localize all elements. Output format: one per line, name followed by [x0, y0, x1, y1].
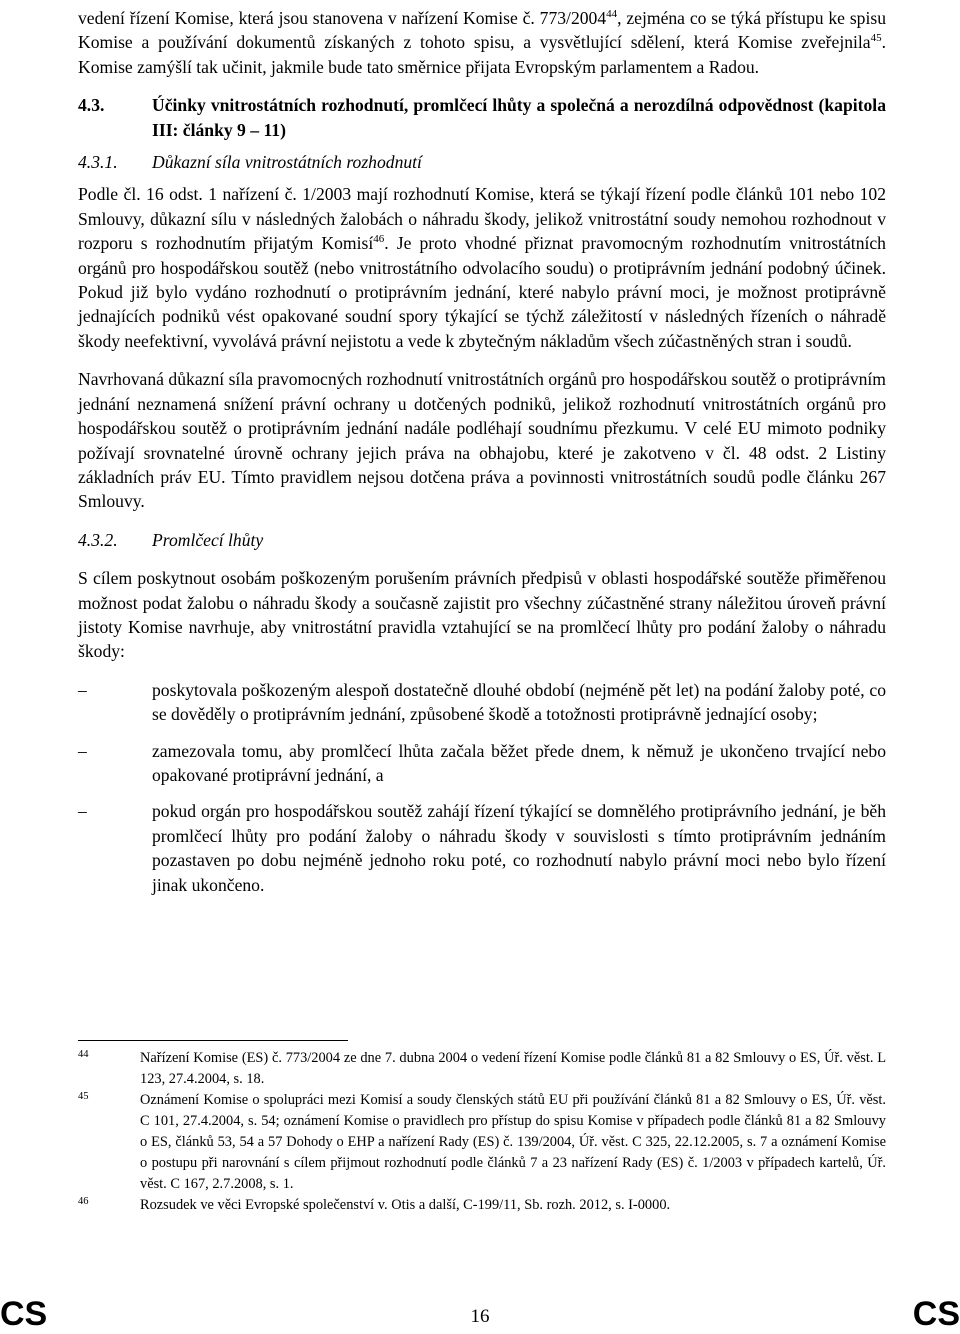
- footnote-number: 44: [78, 1049, 89, 1060]
- section-title: Účinky vnitrostátních rozhodnutí, promlčecí lhůty a společná a nerozdílná odpovědnost (kapitola III: články 9 – 11): [152, 95, 886, 140]
- section-number: 4.3.: [78, 95, 105, 116]
- paragraph-proposed-evidence: Navrhovaná důkazní síla pravomocných rozhodnutí vnitrostátních orgánů pro hospodářskou soutěž o protiprávním jednání neznamená snížení právní ochrany u dotčených podniků, jelikož rozhodnutí vnitrostátních orgánů pro hospodářskou soutěž o protiprávním jednání nadále podléhají soudnímu přezkumu. V celé EU mimoto podniky požívají srovnatelné úrovně ochrany jejich práva na obhajobu, které je zakotveno v čl. 48 odst. 2 Listiny základních práv EU. Tímto pravidlem nejsou dotčena práva a povinnosti vnitrostátních soudů podle článku 267 Smlouvy.: [78, 369, 886, 512]
- list-item: – poskytovala poškozeným alespoň dostatečně dlouhé období (nejméně pět let) na podání žaloby poté, co se dověděly o protiprávním jednání, způsobené škodě a totožnosti protiprávně jednající osoby;: [78, 678, 886, 727]
- footnote-ref-44[interactable]: 44: [606, 8, 618, 20]
- footnote-text: Rozsudek ve věci Evropské společenství v. Otis a další, C-199/11, Sb. rozh. 2012, s. I-0000.: [140, 1197, 671, 1213]
- subsection-title: Promlčecí lhůty: [152, 529, 264, 550]
- footnote-ref-46[interactable]: 46: [373, 233, 385, 246]
- list-item: – pokud orgán pro hospodářskou soutěž zahájí řízení týkající se domnělého protiprávního jednání, je běh promlčecí lhůty pro podání žaloby o náhradu škody v souvislosti s tímto protiprávním jednáním pozastaven po dobu nejméně jednoho roku poté, co rozhodnutí nabylo právní moci nebo bylo řízení jinak ukončeno.: [78, 799, 886, 897]
- subsection-number: 4.3.2.: [78, 529, 118, 550]
- footnote-number: 46: [78, 1196, 89, 1207]
- footnote-text: Nařízení Komise (ES) č. 773/2004 ze dne 7. dubna 2004 o vedení řízení Komise podle článků 81 a 82 Smlouvy o ES, Úř. věst. L 123, 27.4.2004, s. 18.: [140, 1050, 886, 1087]
- page-number: 16: [470, 1306, 490, 1327]
- subsection-number: 4.3.1.: [78, 152, 118, 173]
- footnote-44: [78, 1048, 886, 1090]
- main-text: [78, 6, 886, 897]
- footnote-text: Oznámení Komise o spolupráci mezi Komisí a soudy členských států EU při používání článků 81 a 82 Smlouvy o ES, Úř. věst. C 101, 27.4.2004, s. 54; oznámení Komise o pravidlech pro přístup do spisu Komise v případech podle článků 81 a 82 Smlouvy o ES, článků 53, 54 a 57 Dohody o EHP a nařízení Rady (ES) č. 139/2004, Úř. věst. C 325, 22.12.2005, s. 7 a oznámení Komise o postupu při narovnání s cílem přijmout rozhodnutí podle článků 7 a 23 nařízení Rady (ES) č. 1/2003 v případech kartelů, Úř. věst. C 167, 2.7.2008, s. 1.: [140, 1092, 886, 1192]
- dash-bullet: –: [78, 740, 87, 761]
- paragraph-intro: vedení řízení Komise, která jsou stanovena v nařízení Komise č. 773/2004$^{44}$, zejména co se týká přístupu ke spisu Komise a používání dokumentů získaných z tohoto spisu, a vysvětlující sdělení, která Komise zveřejnila$^{45}$. Komise zamýšlí tak učinit, jakmile bude tato směrnice přijata Evropským parlamentem a Radou.: [78, 8, 886, 77]
- language-code-left: CS: [0, 1295, 48, 1333]
- subsection-heading-4-3-1: [78, 150, 886, 174]
- paragraph-evidence: Podle čl. 16 odst. 1 nařízení č. 1/2003 mají rozhodnutí Komise, která se týkají řízení podle článků 101 nebo 102 Smlouvy, důkazní sílu v následných žalobách o náhradu škody, jelikož vnitrostátní soudy nemohou rozhodnout v rozporu s rozhodnutím přijatým Komisí$^{46}$. Je proto vhodné přiznat pravomocným rozhodnutím vnitrostátních orgánů pro hospodářskou soutěž (nebo vnitrostátního odvolacího soudu) o protiprávním jednání podobný účinek. Pokud již bylo vydáno rozhodnutí o protiprávním jednání, které nabylo právní moci, je možnost protiprávně jednajících podniků vést opakované soudní spory týkající se týchž záležitostí v následných řízeních o náhradě škody neefektivní, vyvolává právní nejistotu a vede k zbytečným nákladům všech zúčastněných stran i soudů.: [78, 184, 886, 351]
- section-heading-4-3: [78, 93, 886, 142]
- footnote-45: [78, 1090, 886, 1195]
- limitation-list: [78, 678, 886, 897]
- footnote-ref-45[interactable]: 45: [870, 32, 882, 45]
- footnote-divider: [78, 1040, 348, 1041]
- footnotes: [78, 1048, 886, 1216]
- footnote-number: 45: [78, 1091, 89, 1102]
- dash-bullet: –: [78, 801, 87, 822]
- footnote-46: [78, 1195, 886, 1216]
- subsection-heading-4-3-2: [78, 528, 886, 552]
- dash-bullet: –: [78, 679, 87, 700]
- paragraph-limitation: S cílem poskytnout osobám poškozeným porušením právních předpisů v oblasti hospodářské soutěže přiměřenou možnost podat žalobu o náhradu škody a současně zajistit pro všechny zúčastněné strany náležitou úroveň právní jistoty Komise navrhuje, aby vnitrostátní pravidla vztahující se na promlčecí lhůty pro podání žaloby o náhradu škody:: [78, 568, 886, 662]
- list-item: – zamezovala tomu, aby promlčecí lhůta začala běžet přede dnem, k němuž je ukončeno trvající nebo opakované protiprávní jednání, a: [78, 739, 886, 788]
- language-code-right: CS: [912, 1295, 960, 1333]
- subsection-title: Důkazní síla vnitrostátních rozhodnutí: [152, 152, 422, 173]
